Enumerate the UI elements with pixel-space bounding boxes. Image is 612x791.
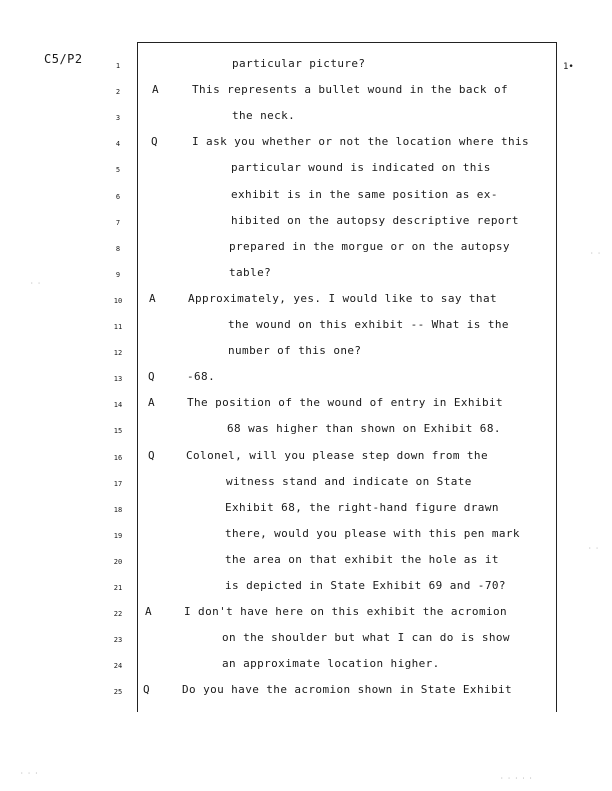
line-text: there, would you please with this pen mark <box>225 526 520 540</box>
transcript-line <box>0 396 612 422</box>
line-text: the area on that exhibit the hole as it <box>225 552 499 566</box>
transcript-line <box>0 109 612 135</box>
line-text: particular picture? <box>232 57 366 70</box>
line-text: the wound on this exhibit -- What is the <box>228 318 509 331</box>
transcript-line <box>0 292 612 318</box>
scan-speck: · · · <box>20 770 39 777</box>
line-text: particular wound is indicated on this <box>231 161 491 175</box>
transcript-line <box>0 188 612 214</box>
speaker-label: A <box>145 605 152 619</box>
line-number: 21 <box>113 584 123 592</box>
page-mark: 1• <box>563 62 574 72</box>
transcript-line <box>0 553 612 579</box>
line-number: 8 <box>115 244 121 253</box>
line-text: Colonel, will you please step down from the <box>186 448 488 462</box>
speaker-label: A <box>149 291 156 305</box>
line-text: 68 was higher than shown on Exhibit 68. <box>227 422 501 436</box>
line-number: 19 <box>113 531 123 540</box>
line-text: on the shoulder but what I can do is show <box>222 631 510 645</box>
line-number: 15 <box>113 427 123 436</box>
transcript-line <box>0 579 612 605</box>
line-text: Exhibit 68, the right-hand figure drawn <box>225 500 499 514</box>
transcript-line <box>0 266 612 292</box>
line-number: 5 <box>115 166 121 175</box>
speaker-label: Q <box>148 370 155 384</box>
scan-speck: · · <box>588 545 599 552</box>
transcript-line <box>0 657 612 683</box>
speaker-label: A <box>152 83 159 97</box>
line-text: The position of the wound of entry in Exhibit <box>187 396 504 410</box>
line-number: 7 <box>115 218 121 227</box>
scan-speck: · · <box>590 250 601 257</box>
transcript-line <box>0 501 612 527</box>
line-number: 16 <box>113 453 123 462</box>
transcript-line <box>0 57 612 83</box>
line-number: 18 <box>113 505 123 514</box>
transcript-line <box>0 683 612 709</box>
line-text: exhibit is in the same position as ex- <box>231 187 498 201</box>
transcript-line <box>0 449 612 475</box>
line-text: prepared in the morgue or on the autopsy <box>229 239 510 253</box>
transcript-line <box>0 344 612 370</box>
transcript-line <box>0 83 612 109</box>
line-text: is depicted in State Exhibit 69 and -70? <box>225 579 506 592</box>
speaker-label: Q <box>143 683 150 697</box>
line-text: hibited on the autopsy descriptive report <box>231 213 519 227</box>
line-number: 3 <box>115 114 121 123</box>
transcript-line <box>0 214 612 240</box>
line-text: witness stand and indicate on State <box>226 474 472 488</box>
speaker-label: Q <box>148 448 155 462</box>
line-number: 2 <box>115 88 121 97</box>
transcript-line <box>0 240 612 266</box>
transcript-line <box>0 318 612 344</box>
speaker-label: Q <box>151 135 158 149</box>
line-number: 6 <box>115 192 121 201</box>
line-number: 24 <box>113 662 123 671</box>
line-number: 11 <box>113 323 123 331</box>
line-number: 4 <box>115 140 121 149</box>
transcript-line <box>0 475 612 501</box>
line-number: 22 <box>113 610 123 619</box>
speaker-label: A <box>148 396 155 410</box>
transcript-line <box>0 605 612 631</box>
line-text: Do you have the acromion shown in State Exhibit <box>182 683 513 697</box>
page-identifier: C5/P2 <box>44 52 83 66</box>
line-text: table? <box>229 265 272 279</box>
transcript-line <box>0 370 612 396</box>
line-text: -68. <box>187 370 216 384</box>
transcript-line <box>0 422 612 448</box>
line-text: This represents a bullet wound in the back of <box>192 83 509 97</box>
line-number: 14 <box>113 401 123 410</box>
line-text: the neck. <box>232 109 296 123</box>
line-text: an approximate location higher. <box>222 657 440 671</box>
line-number: 17 <box>113 479 123 488</box>
line-text: I ask you whether or not the location where this <box>192 135 530 149</box>
transcript-line <box>0 631 612 657</box>
line-number: 12 <box>113 349 123 358</box>
line-number: 23 <box>113 636 123 645</box>
line-text: number of this one? <box>228 344 362 358</box>
top-border <box>137 42 557 43</box>
transcript-line <box>0 527 612 553</box>
line-text: Approximately, yes. I would like to say that <box>188 291 497 305</box>
line-number: 13 <box>113 375 123 384</box>
transcript-line <box>0 135 612 161</box>
transcript-line <box>0 161 612 187</box>
scan-speck: · · · · · <box>500 775 533 782</box>
line-text: I don't have here on this exhibit the acromion <box>184 605 508 619</box>
line-number: 20 <box>113 557 123 566</box>
line-number: 25 <box>113 688 123 697</box>
line-number: 10 <box>113 296 123 305</box>
scan-speck: · · <box>30 280 41 287</box>
line-number: 1 <box>115 62 121 70</box>
line-number: 9 <box>115 270 121 279</box>
